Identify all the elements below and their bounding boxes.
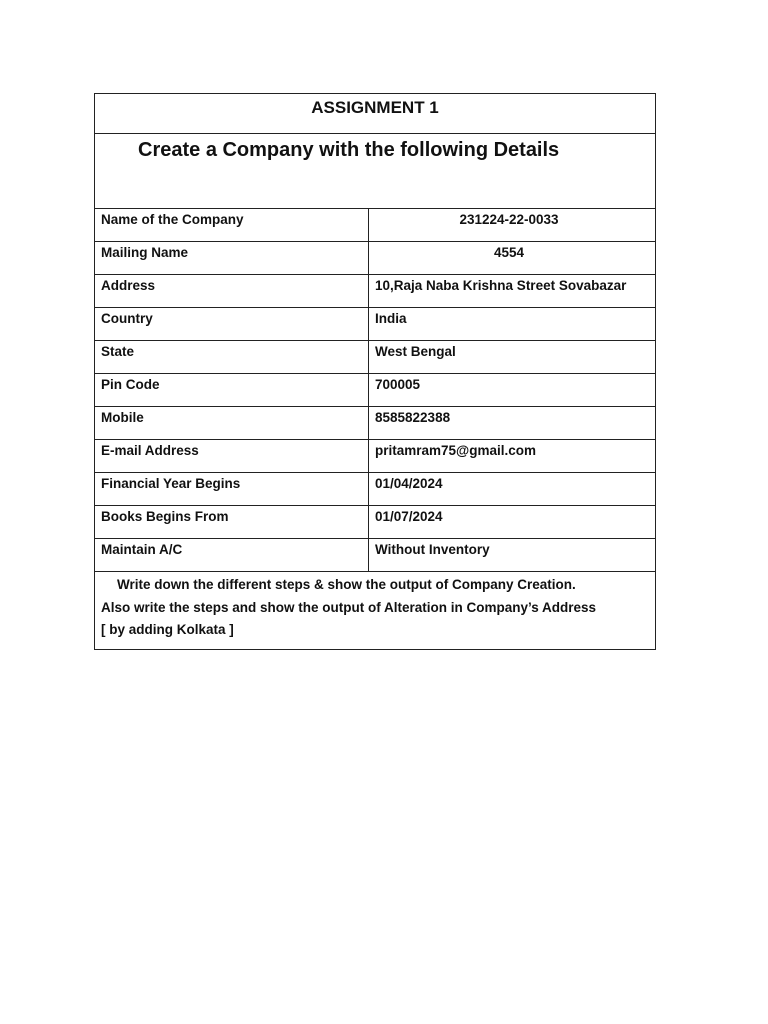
assignment-subtitle-cell <box>95 134 655 209</box>
instruction-line-3: [ by adding Kolkata ] <box>101 622 234 637</box>
row-label-mailing-name: Mailing Name <box>95 242 369 274</box>
table-row <box>95 440 655 473</box>
row-value-mailing-name: 4554 <box>493 245 525 260</box>
table-row <box>95 242 655 275</box>
row-label-company-name: Name of the Company <box>95 209 369 241</box>
row-label-financial-year: Financial Year Begins <box>95 473 369 505</box>
row-label-mobile: Mobile <box>95 407 369 439</box>
row-value-pin-code: 700005 <box>375 377 421 392</box>
row-label-pin-code: Pin Code <box>95 374 369 406</box>
table-row <box>95 275 655 308</box>
row-value-email: pritamram75@gmail.com <box>375 443 536 458</box>
instruction-line-2: Also write the steps and show the output of Alteration in Company’s Address <box>101 599 597 615</box>
row-value-financial-year: 01/04/2024 <box>375 476 443 491</box>
row-label-address: Address <box>95 275 369 307</box>
table-row <box>95 374 655 407</box>
table-row <box>95 407 655 440</box>
instruction-line-1: Write down the different steps & show the output of Company Creation. <box>117 577 576 592</box>
row-value-address: 10,Raja Naba Krishna Street Sovabazar <box>375 278 627 293</box>
table-row <box>95 341 655 374</box>
table-row <box>95 539 655 572</box>
row-label-email: E-mail Address <box>95 440 369 472</box>
table-row <box>95 308 655 341</box>
row-value-company-name: 231224-22-0033 <box>459 212 559 227</box>
table-row <box>95 506 655 539</box>
row-label-maintain-ac: Maintain A/C <box>95 539 369 571</box>
assignment-table <box>94 93 656 650</box>
table-row <box>95 209 655 242</box>
row-value-maintain-ac: Without Inventory <box>375 542 490 557</box>
assignment-subtitle: Create a Company with the following Details <box>138 139 560 161</box>
row-value-mobile: 8585822388 <box>375 410 451 425</box>
row-value-country: India <box>375 311 407 326</box>
row-value-books-begin: 01/07/2024 <box>375 509 443 524</box>
row-label-books-begin: Books Begins From <box>95 506 369 538</box>
instructions-cell <box>95 572 655 649</box>
assignment-title: ASSIGNMENT 1 <box>95 94 655 134</box>
row-value-state: West Bengal <box>375 344 456 359</box>
table-row <box>95 473 655 506</box>
row-label-country: Country <box>95 308 369 340</box>
row-label-state: State <box>95 341 369 373</box>
